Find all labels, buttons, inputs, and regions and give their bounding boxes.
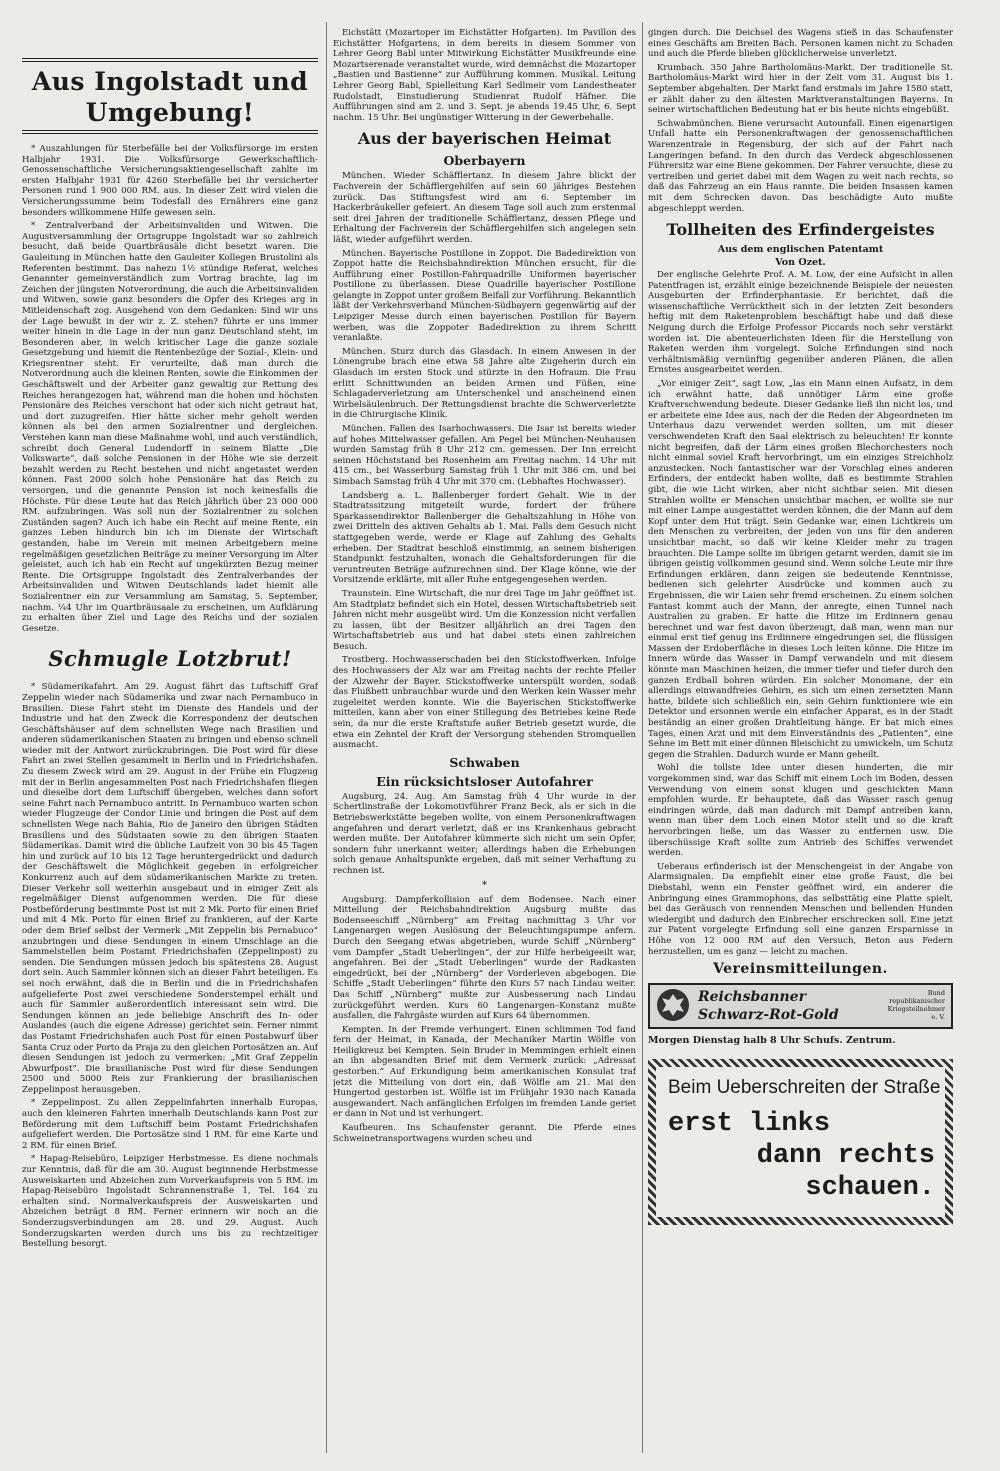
column-rule xyxy=(326,22,327,1453)
logo-subtext: Bund republikanischer Kriegsteilnehmer e. V. xyxy=(887,989,945,1022)
separator-star: * xyxy=(482,879,487,891)
column-right xyxy=(648,28,953,1448)
ad-text: dann rechts xyxy=(756,1141,935,1172)
article-heading: Ein rücksichtsloser Autofahrer xyxy=(376,773,593,789)
article-paragraph: Krumbach. 350 Jahre Bartholomäus-Markt. Der traditionelle St. Bartholomäus-Markt wird hier in der Zeit vom 31. August bis 1. September abgehalten. Der Markt fand erstmals im Jahre 1580 statt, er zählt daher zu den ältesten Marktveranstaltungen Bayerns. In seiner wirtschaftlichen Bedeutung hat er bis heute nichts eingebüßt. xyxy=(648,62,953,116)
article-paragraph: * Hapag-Reisebüro, Leipziger Herbstmesse. Es diene nochmals zur Kenntnis, daß für die am 30. August beginnende Herbstmesse Ausweiskarten und Abzeichen zum Vorverkaufspreis von 5 RM. im Hapag-Reisebüro Ingolstadt Schrannenstraße 1, Tel. 164 zu erhalten sind. Normalverkaufspreis der Ausweiskarten und Abzeichen beträgt 8 RM. Ferner erinnern wir noch an die Sonderzugsverbindungen am 28. und 29. August. Auch Sonderzugskarten werden durch uns bis zu rechtzeitiger Bestellung besorgt. xyxy=(22,1154,318,1250)
article-paragraph: Eichstätt (Mozartoper im Eichstätter Hofgarten). Im Pavillon des Eichstätter Hofgartens, in dem bereits in diesem Sommer von Lehrer Georg Babl unter Mitwirkung Eichstätter Musikfreunde eine Mozartserenade veranstaltet wurde, wird demnächst die Mozartoper „Bastien und Bastienne“ zur Aufführung kommen. Musikal. Leitung Lehrer Georg Babl, Spielleitung Karl Sedlmeir vom Landestheater Rudolstadt, Einstudierung Studienrat Rudolf Häfner. Die Aufführungen sind am 2. und 3. Sept. je abends 19.45 Uhr, 6. Sept nachm. 15 Uhr. Bei ungünstiger Witterung in der Gewerbehalle. xyxy=(333,28,636,123)
article-paragraph: Kaufbeuren. Ins Schaufenster gerannt. Die Pferde eines Schweinetransportwagens wurden scheu und xyxy=(333,1123,636,1144)
article-paragraph: Wohl die tollste Idee unter diesen hunderten, die mir vorgekommen sind, war das Schiff mit einem Loch im Boden, dessen Verwendung von einem sonst klugen und geschickten Mann empfohlen wurde. Er behauptete, daß das Wasser rasch genug eindringen würde, daß man dadurch mit Dampf antreiben kann, wenn man über dem Loch einen Motor stellt und so die kraft hervorbringen ließe, um das Wasser zu entfernen usw. Die überschüssige Kraft sollte zum Antrieb des Schiffes verwendet werden. xyxy=(648,763,953,859)
article-paragraph: Kempten. In der Fremde verhungert. Einen schlimmen Tod fand fern der Heimat, in Kanada, der Mechaniker Martin Wölfle von Heiligkreuz bei Kempten. Sein Bruder in Memmingen erhielt einen an ihn abgesandten Brief mit dem Vermerk zurück: „Adressat gestorben.“ Auf Erkundigung beim amerikanischen Konsulat traf jetzt die Mitteilung von dort ein, daß Wölfle am 21. Mai den Hungertod gestorben ist. Wölfle ist im Frühjahr 1930 nach Kanada ausgewandert. Nach anfänglichen Erfolgen im fremden Lande geriet er dann in Not und ist verhungert. xyxy=(333,1024,636,1120)
ad-text: schauen. xyxy=(805,1173,935,1204)
article-paragraph: München. Sturz durch das Glasdach. In einem Anwesen in der Lönengrube brach eine etwa 58 Jahre alte Zugeherin durch ein Glasdach im ersten Stock und stürzte in den Hofraum. Die Frau erlitt Schnittwunden an beiden Armen und Füßen, eine Schlagaderverletzung am Unterschenkel und anscheinend einen Wirbelsäulenbruch. Der Rettungsdienst brachte die Schwerverletzte in die Chirurgische Klinik. xyxy=(333,346,636,421)
ad-text: Beim Ueberschreiten der Straße xyxy=(668,1077,941,1099)
section-heading-bayern: Aus der bayerischen Heimat xyxy=(357,129,612,149)
article-paragraph: Schwabmünchen. Biene verursacht Autounfall. Einen eigenartigen Unfall hatte ein Personenkraftwagen der genossenschaftlichen Warenzentrale in Regensburg, der sich auf der Fahrt nach Langeringen befand. In den durch das Verdeck abgeschlossenen Führersitz war eine Biene gekommen. Der Fahrer versuchte, diese zu vertreiben und geriet dabei mit dem Wagen zu weit nach rechts, so daß das Fahrzeug an ein Haus rannte. Die beiden Insassen kamen mit dem Schrecken davon. Das beschädigte Auto mußte abgeschleppt werden. xyxy=(648,118,953,214)
article-paragraph: Landsberg a. L. Ballenberger fordert Gehalt. Wie in der Stadtratssitzung mitgeteilt wurde, fordert der frühere Sparkassendirektor Ballenberger die Gehaltszahlung in Höhe von zwei Dritteln des aktiven Gehalts ab 1. Mai. Falls dem Gesuch nicht stattgegeben werde, werde er Klage auf Zahlung des Gehalts erheben. Der Stadtrat beschloß einstimmig, an seinem bisherigen Standpunkt festzuhalten, wonach die Gehaltsforderungen für die veruntreuten Beträge aufzurechnen sind. Der Klage könne, wie der Vorsitzende erklärte, mit aller Ruhe entgegengesehen werden. xyxy=(333,490,636,586)
feature-heading: Tollheiten des Erfindergeistes xyxy=(666,220,935,240)
article-paragraph: * Südamerikafahrt. Am 29. August fährt das Luftschiff Graf Zeppelin wieder nach Südamerika und zwar nach Pernambuco in Brasilien. Diese Fahrt steht im Dienste des Handels und der Industrie und hat den Zweck die Korrespondenz der deutschen Geschäftshäuser auf dem schnellsten Wege nach Brasilien und anderen südamerikanischen Staaten zu bringen und ebenso schnell wieder mit der Antwort zurückzubringen. Die Post wird für diese Fahrt an zwei Stellen gesammelt in Berlin und in Friedrichshafen. Zu diesem Zweck wird am 29. August in der Frühe ein Flugzeug mit der in Berlin angesammelten Post nach Friedrichshafen fliegen und dieselbe dort dem Luftschiff übergeben, welches dann sofort seine Fahrt nach Pernambuco antritt. In Pernambuco warten schon wieder Flugzeuge der Condor Linie und bringen die Post auf dem schnellsten Wege nach Bahia, Rio de Janeiro den übrigen Städten Brasiliens und des Südstaaten sowie zu den übrigen Staaten Südamerikas. Damit wird die übliche Laufzeit von 30 bis 45 Tagen hin und zurück auf 10 bis 12 Tage heruntergedrückt und dadurch der Geschäftswelt die Möglichkeit gegeben in erfolgreicher Konkurrenz auch auf dem südamerikanischen Markte zu treten. Dieser Verkehr soll weiterhin ausgebaut und in einiger Zeit als regelmäßiger Dienst aufgenommen werden. Die für diese Postbeförderung bestimmte Post ist mit 2 Mk. Porto für einen Brief und mit 4 Mk. Porto für einen Brief zu frankieren, auf der Karte oder dem Brief selbst der Vermerk „Mit Zeppelin bis Pernabuco“ anzubringen und diese Sendungen in einem Umschlage an die Sammelstellen beim Postamt Friedrichshafen (Zeppelinpost) zu senden. Die Sendungen müssen jedoch bis spätestens 28. August dort sein. Auch Sammler können sich an dieser Fahrt beteiligen. Es sei noch erwähnt, daß die in Berlin und die in Friedrichshafen aufgelieferte Post zwei verschiedene Sonderstempel erhält und auch für Sammler außerordentlich interessant sein wird. Die Sendungen können an jede beliebige Anschrift des In- oder Auslandes (auch die eigene Adresse) gerichtet sein. Ferner nimmt das Postamt Friedrichshafen auch Post für einen Postabwurf über Santa Cruz oder Porto da Praja zu den gleichen Portosätzen an. Auf diesen Sendungen ist jedoch zu vermerken: „Mit Graf Zeppelin Abwurfpost“. Die brasilianische Post wird für diese Sendungen 2500 und 5000 Reis zur Frankierung der brasilianischen Zeppelinpost herausgeben. xyxy=(22,682,318,1095)
eagle-icon xyxy=(656,988,690,1022)
reichsbanner-logo xyxy=(648,983,953,1029)
region-heading: Schwaben xyxy=(449,754,520,770)
article-paragraph: Ueberaus erfinderisch ist der Menschengeist in der Angabe von Alarmsignalen. Da empfiehlt einer eine große Faust, die bei Diebstahl, wenn ein Fenster geöffnet wird, ein anderer die Anbringung eines Grammophons, das selbsttätig eine Platte spielt, bei das Geräusch von rennenden Menschen und bellenden Hunden wiedergibt und dadurch den Einbrecher erschrecken soll. Eine jetzt zur Patent vorgelegte Erfindung soll eine ganzen Ersparnisse in Höhe von 12 000 RM auf den Versuch, Beton aus Federn herzustellen, um es ganz — leicht zu machen. xyxy=(648,861,953,957)
logo-text: Schwarz-Rot-Gold xyxy=(698,1007,839,1024)
article-paragraph: Der englische Gelehrte Prof. A. M. Low, der eine Aufsicht in allen Patentfragen ist, erzählt einige bezeichnende Beispiele der neuesten Ausgeburten der Erfinderphantasie. Er berichtet, daß die wissenschaftliche Verrücktheit sich in der letzten Zeit besonders heftig mit dem Raketenproblem beschäftigt habe und daß diese Neigung durch die Erfolge Professor Piccards noch sehr verstärkt worden ist. Die abenteuerlichsten Ideen für die Herstellung von Raketen werden ihm vorgelegt. Solche Erfindungen sind noch verhältnismäßig vernünftig gegenüber anderen Plänen, die allen Ernstes ausgearbeitet werden. xyxy=(648,270,953,376)
article-paragraph: Augsburg, 24. Aug. Am Samstag früh 4 Uhr wurde in der Schertlinstraße der Lokomotivführer Franz Beck, als er sich in die Betriebswerkstätte begeben wollte, von einem Personenkraftwagen angefahren und derart verletzt, daß er ins Krankenhaus gebracht werden mußte. Der Autofahrer kümmerte sich nicht um sein Opfer, sondern fuhr unerkannt weiter; allerdings haben die Erhebungen solch genaue Anhaltspunkte ergeben, daß mit seiner Verhaftung zu rechnen ist. xyxy=(333,791,636,876)
ad-text: erst links xyxy=(668,1109,831,1140)
feature-subheading: Aus dem englischen Patentamt xyxy=(717,244,884,256)
heading-line: Aus Ingolstadt und xyxy=(31,67,309,96)
article-paragraph: Traunstein. Eine Wirtschaft, die nur drei Tage im Jahr geöffnet ist. Am Stadtplatz befindet sich ein Hotel, dessen Wirtschaftsbetrieb seit Jahren nicht mehr ausgeübt wird. Um die Konzession nicht verfallen zu lassen, übt der Besitzer alljährlich an drei Tagen den Wirtschaftsbetrieb aus und hat dabei stets einen zahlreichen Besuch. xyxy=(333,588,636,652)
logo-text: Reichsbanner xyxy=(698,989,806,1006)
region-heading: Oberbayern xyxy=(443,153,526,169)
article-paragraph: * Zentralverband der Arbeitsinvaliden und Witwen. Die Augustversammlung der Ortsgruppe Ingolstadt war so zahlreich besucht, daß beide Quartbräusäle dicht besetzt waren. Die Gauleitung in München hatte den Gauleiter Kollegen Brustolini als Referenten bestimmt. Das nahezu 1½ stündige Referat, welches Genannter gemeinverständlich zum Vortrag brachte, lag im Zeichen der jüngsten Notverordnung, die auch die Arbeitsinvaliden und Witwen, sowie ganz besonders die Opfer des Krieges arg in Mitleidenschaft zog. Ausgehend von dem Gedanken: Sind wir uns der Lage bewußt in der wir z. Z. stehen? führte er uns immer weiter hinein in die Lage in der nun ganz Deutschland steht, im Besonderen aber, in welch kritischer Lage die ganze soziale Gesetzgebung und hiemit die Rentenbezüge der Sozial-, Klein- und Kriegsrentner steht. Er verurteilte, daß man durch die Notverordnung auch die kleinen Renten, sowie die Einkommen der Geschäftswelt und der Arbeiter ganz gewaltig zur Rettung des Reiches herangezogen hat, während man die hohen und höchsten Pensionäre des Reiches verschont hat oder sich nicht getraut hat, und dort zuzugreifen. Hier hätte sicher mehr geholt werden können als bei den armen Sozialrentner und dergleichen. Verstehen kann man diese Maßnahme wohl, und auch verständlich, schreibt doch General Ludendorff in seinem Blatte „Die Volkswarte“, daß solche Pensionen in der Höhe wie sie derzeit bezahlt werden zu Recht bestehen und nicht angetastet werden können. Fast 2000 solch hohe Pensionäre hat das Reich zu versorgen, und die genannte Pension ist noch keinesfalls die Höchste. Für diese Leute hat das Reich jährlich über 23 000 000 RM. aufzubringen. Was soll nun der Sozialrentner zu solchen Zuständen sagen? Auch ich habe ein Recht auf meine Rente, ein ganzes Leben hindurch bin ich im Dienste der Wirtschaft gestanden, habe im Verein mit meinen Arbeitgebern meine regelmäßigen gesetzlichen Beiträge zu meiner Versorgung im Alter geleistet, auch ich hab ein Recht auf ungekürzten Bezug meiner Rente. Die Ortsgruppe Ingolstadt des Zentralverbandes der Arbeitsinvaliden und Witwen Deutschlands ladet hiemit alle Sozialrentner ein zur Versammlung am Samstag, 5. September, nachm. ¼4 Uhr im Quartbräusaale zu erscheinen, um Aufklärung zu erhalten über Ziel und Lage des Reichs und der sozialen Gesetze. xyxy=(22,221,318,634)
article-paragraph: München. Wieder Schäfflertanz. In diesem Jahre blickt der Fachverein der Schäfflergehilfen auf sein 60 jähriges Bestehen zurück. Das Stiftungsfest wird am 6. September im Hackerbräukeller gefeiert. An diesem Tage soll auch zum erstenmal seit drei Jahren der traditionelle Schäfflertanz, dessen Pflege und Erhaltung der Fachverein der Schäfflergehilfen sich angelegen sein läßt, wieder aufgeführt werden. xyxy=(333,171,636,245)
safety-advertisement xyxy=(648,1059,953,1225)
article-paragraph: „Vor einiger Zeit“, sagt Low, „las ein Mann einen Aufsatz, in dem ich erwähnt hatte, daß unnötiger Lärm eine große Kraftverschwendung bedeute. Dieser Gedanke ließ ihn nicht los, und er arbeitete eine Idee aus, nach der die Reden der Abgeordneten im Unterhaus dazu verwendet werden sollten, um mit dieser verschwendeten Kraft den Saal elektrisch zu beleuchten! Er konnte nicht begreifen, daß der Lärm eines großen Blechorchesters noch nicht einmal soviel Kraft hervorbringt, um ein einziges Streichholz anzustecken. Noch fantastischer war der Vorschlag eines anderen Erfinders, der entdeckt haben wollte, daß es bestimmte Strahlen gibt, die wie Licht wirken, aber nicht sichtbar seien. Mit diesen Strahlen wollte er Menschen unsichtbar machen, er wollte sie nur mit einer Lampe ausgestattet werden können, die der Mann auf dem Kopf unter dem Hut trägt. Sein Gedanke war, einen Lichtkreis um den Menschen zu verbreiten, der jeden von uns für den anderen unsichtbar macht, so daß wir keine Kleider mehr zu tragen brauchten. Die Lampe sollte im übrigen getarnt werden, damit sie im übrigen geistig vollkommen gesund sind. Wenn solche Leute mir ihre Erfindungen erklären, dann zeigen sie bedeutende Kenntnisse, bedienen sich gelehrter Ausdrücke und kommen auch zu Ergebnissen, die wir Laien sehr fremd erscheinen. Zu einem solchen Fantast kommt auch der Mann, der anregte, einen Tunnel nach Australien zu graben. Er hatte die Hitze im Erdinnern genau berechnet und war fest davon überzeugt, daß man, wenn man nur einmal erst tief genug ins Erdinnere eingedrungen sei, die flüssigen Massen der Erdoberfläche in dieses Loch leiten könne. Die Hitze im Innern würde das Wasser in Dampf verwandeln und mit diesem könnte man Maschinen heizen, die immer tiefer und tiefer durch den ganzen Erdball bohren würden. Ein solcher Monomane, der ein allerdings einwandfreies Gehirn, es sich um einen zersetzten Mann hatte, bildete sich schließlich ein, sein Gehirn funktioniere wie ein Detektor und ersonnen werde ein einfacher Apparat, es in der Stadt beständig an einer großen Drahtleitung hänge. Er bat mich eines Tages, einen Arzt und mit dem Einverständnis des „Patienten“, eine Sehne im Bett mit einer dünnen Bleischicht zu umwickeln, um Schutz gegen die Strahlen. Dadurch wurde er Mann geheilt. xyxy=(648,379,953,760)
article-paragraph: Trostberg. Hochwasserschaden bei den Stickstoffwerken. Infolge des Hochwassers der Alz war am Freitag nachts der rechte Pfeiler der Alzwehr der Bayer. Stickstoffwerke unterspült worden, sodaß das Flußbett unbrauchbar wurde und den Werken kein Wasser mehr zugeleitet werden konnte. Wie die Bayerischen Stickstoffwerke mitteilen, kann aber von einer Stillegung des Betriebes keine Rede sein, da nur die erste Kraftstufe außer Betrieb gesetzt wurde, die etwa ein Zehntel der Kraft der Versorgung stehenden Stromquellen ausmacht. xyxy=(333,655,636,751)
article-paragraph: * Zeppelinpost. Zu allen Zeppelinfahrten innerhalb Europas, auch den kleineren Fahrten innerhalb Deutschlands kann Post zur Beförderung mit dem Luftschiff beim Postamt Friedrichshafen aufgeliefert werden. Die Portosätze sind 1 RM. für eine Karte und 2 RM. für einen Brief. xyxy=(22,1098,318,1151)
section-heading-ingolstadt xyxy=(22,58,318,134)
script-heading: Schmugle Lotzbrut! xyxy=(48,646,292,672)
article-paragraph: München. Fallen des Isarhochwassers. Die Isar ist bereits wieder auf hohes Mittelwasser gefallen. Am Pegel bei München-Neuhausen wurden Samstag früh 8 Uhr 212 cm. gemessen. Der Inn erreicht seinen Höchststand bei Rosenheim am Freitag nachm. 14 Uhr mit 415 cm., bei Wasserburg Samstag früh 1 Uhr mit 386 cm. und bei Simbach Samstag früh 4 Uhr mit 370 cm. (Lebhaftes Hochwasser). xyxy=(333,424,636,487)
ad-box xyxy=(656,1067,945,1217)
article-paragraph: * Auszahlungen für Sterbefälle bei der Volksfürsorge im ersten Halbjahr 1931. Die Volksfürsorge Gewerkschaftlich-Genossenschaftliche Versicherungsaktiengesellschaft zahlte im ersten Halbjahr 1931 für 4260 Sterbefälle bei ihr versicherter Personen rund 1 900 000 RM. aus. In dieser Zeit wird vielen die Versicherungssumme beim Todesfall des Ernährers eine ganz besonders willkommene Hilfe gewesen sein. xyxy=(22,144,318,218)
article-paragraph: München. Bayerische Postillone in Zoppot. Die Badedirektion von Zoppot hatte die Reichsbahndirektion München ersucht, für die Aufführung einer Postillon-Fahrquadrille Uniformen bayerischer Postillone zu überlassen. Diese Quadrille bayerischer Postillone gelangte in Zoppot unter großem Beifall zur Vorführung. Bekanntlich läßt der Verkehrsverband München-Südbayern gegenwärtig auf der Leipziger Messe durch einen bayerischen Postillon für Bayern werben, was die Zoppoter Badedirektion zu ihrem Schritt veranlaßte. xyxy=(333,248,636,344)
column-middle xyxy=(333,28,636,1448)
feature-author: Von Ozet. xyxy=(775,257,826,269)
article-paragraph: Augsburg. Dampferkollision auf dem Bodensee. Nach einer Mitteilung der Reichsbahndirektion Augsburg mußte das Bodenseeschiff „Nürnberg“ am Freitag nachmittag 3 Uhr vor Langenargen wegen Auslösung der Beleuchtungspumpe anfern. Durch den Seegang etwas abgetrieben, wurde Schiff „Nürnberg“ vom Dampfer „Stadt Ueberlingen“, der zur Hilfe herbeigeeilt war, angefahren. Bei der „Stadt Ueberlingen“ wurde der Radkasten eingedrückt, bei der „Nürnberg“ der Vorderleven abgebogen. Die Schiffe „Stadt Ueberlingen“ führte den Kurs 57 nach Lindau weiter. Das Schiff „Nürnberg“ mußte zur Ausbesserung nach Lindau zurückgeführt werden. Kurs 60 Langenargen–Konstanz mußte ausfallen, die Fahrgäste wurden auf Kurs 64 übernommen. xyxy=(333,894,636,1022)
column-rule xyxy=(642,22,643,1453)
vereins-heading: Vereinsmitteilungen. xyxy=(713,961,888,978)
vereins-notice: Morgen Dienstag halb 8 Uhr Schufs. Zentrum. xyxy=(648,1035,896,1047)
column-left xyxy=(22,28,318,1448)
heading-line: Umgebung! xyxy=(85,98,255,127)
article-paragraph: gingen durch. Die Deichsel des Wagens stieß in das Schaufenster eines Geschäfts am Breiten Bach. Personen kamen nicht zu Schaden und auch die Pferde blieben glücklicherweise unverletzt. xyxy=(648,28,953,60)
